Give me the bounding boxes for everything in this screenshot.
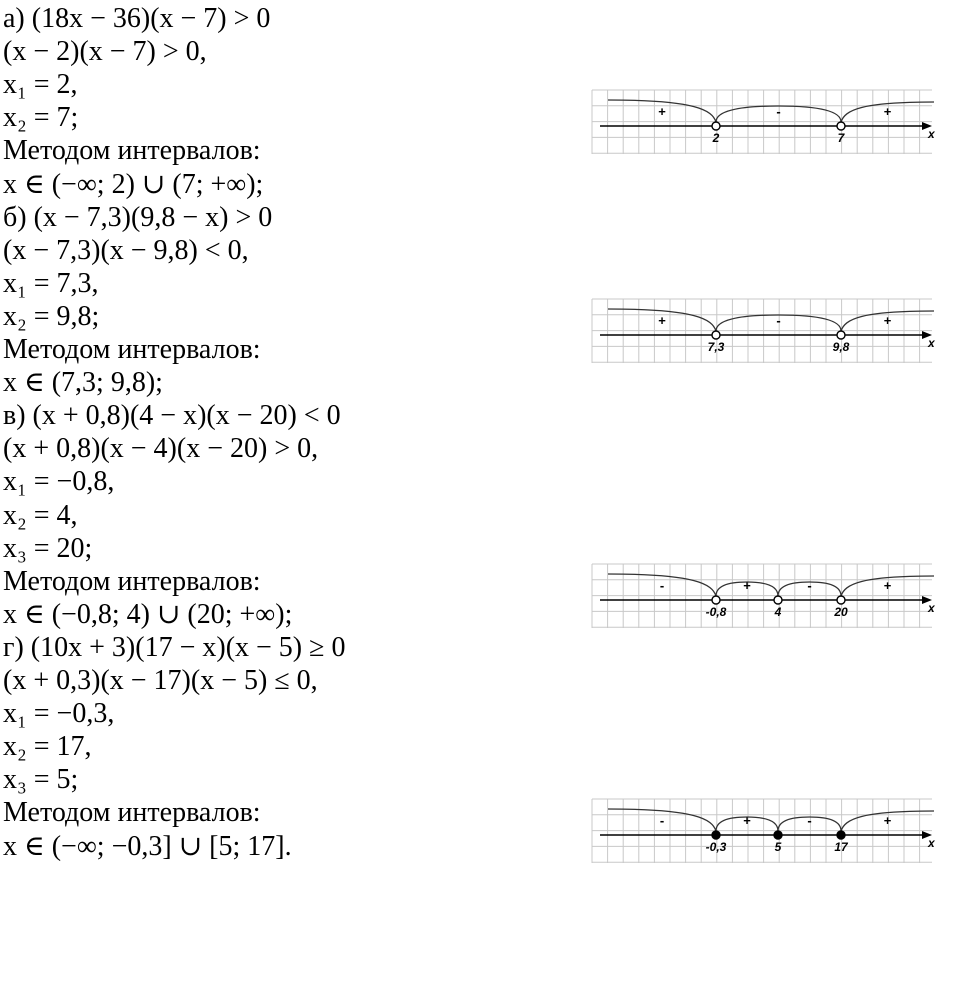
grid xyxy=(592,299,932,363)
solution-line: x₂ = 9,8; xyxy=(3,300,100,332)
grid xyxy=(592,799,932,863)
solution-line: б) (x − 7,3)(9,8 − x) > 0 xyxy=(3,201,273,233)
point-label: 17 xyxy=(834,840,848,854)
solution-line: в) (x + 0,8)(4 − x)(x − 20) < 0 xyxy=(3,400,341,432)
interval-sign: + xyxy=(658,313,666,328)
filled-point xyxy=(774,831,782,839)
point-label: 20 xyxy=(834,605,848,619)
point-label: 5 xyxy=(774,840,782,854)
point-label: 9,8 xyxy=(832,340,850,354)
solution-line: x₁ = 7,3, xyxy=(3,267,99,299)
solution-line: x₂ = 4, xyxy=(3,499,78,531)
solution-line: x ∈ (−0,8; 4) ∪ (20; +∞); xyxy=(3,598,293,630)
axis-label: x xyxy=(928,601,935,615)
solution-line: x ∈ (−∞; 2) ∪ (7; +∞); xyxy=(3,168,264,200)
solution-line: x₃ = 5; xyxy=(3,764,79,796)
interval-sign: + xyxy=(883,313,892,328)
axis-label: x xyxy=(928,127,935,141)
point-label: 2 xyxy=(712,131,720,145)
interval-sign: + xyxy=(658,104,666,119)
point-label: -0,3 xyxy=(705,840,727,854)
solution-line: Методом интервалов: xyxy=(3,135,261,167)
open-point xyxy=(712,596,720,604)
solution-line: x₁ = 2, xyxy=(3,69,78,101)
grid xyxy=(592,564,932,628)
open-point xyxy=(712,122,720,130)
interval-diagram-a xyxy=(582,88,942,158)
solution-line: x₁ = −0,3, xyxy=(3,698,115,730)
solution-line: г) (10x + 3)(17 − x)(x − 5) ≥ 0 xyxy=(3,631,346,663)
interval-diagram-v xyxy=(582,562,942,632)
point-label: 4 xyxy=(774,605,782,619)
solution-line: Методом интервалов: xyxy=(3,334,261,365)
solution-line: (x − 7,3)(x − 9,8) < 0, xyxy=(3,234,249,266)
solution-line: (x + 0,3)(x − 17)(x − 5) ≤ 0, xyxy=(3,665,318,696)
solution-line: x₁ = −0,8, xyxy=(3,466,115,498)
filled-point xyxy=(712,831,720,839)
solution-line: (x − 2)(x − 7) > 0, xyxy=(3,36,207,68)
solution-line: Методом интервалов: xyxy=(3,797,261,829)
solution-line: (x + 0,8)(x − 4)(x − 20) > 0, xyxy=(3,433,319,465)
interval-diagram-g xyxy=(582,797,942,867)
interval-diagram-b xyxy=(582,297,942,367)
interval-sign: - xyxy=(807,578,812,593)
point-label: 7 xyxy=(837,131,845,145)
solution-line: x ∈ (−∞; −0,3] ∪ [5; 17]. xyxy=(3,830,292,862)
solution-line: x₂ = 17, xyxy=(3,731,92,763)
interval-sign: + xyxy=(883,813,892,828)
solution-line: x ∈ (7,3; 9,8); xyxy=(3,367,163,399)
point-label: 7,3 xyxy=(707,340,725,354)
axis-label: x xyxy=(928,836,935,850)
interval-sign: - xyxy=(776,104,781,119)
interval-sign: + xyxy=(743,813,751,828)
solution-line: Методом интервалов: xyxy=(3,565,261,597)
interval-sign: + xyxy=(883,104,892,119)
open-point xyxy=(837,331,845,339)
interval-sign: + xyxy=(743,578,751,593)
solution-line: а) (18x − 36)(x − 7) > 0 xyxy=(3,3,271,34)
point-label: -0,8 xyxy=(705,605,727,619)
grid xyxy=(592,90,932,154)
open-point xyxy=(837,596,845,604)
filled-point xyxy=(837,831,845,839)
open-point xyxy=(837,122,845,130)
interval-sign: - xyxy=(659,578,665,593)
interval-sign: + xyxy=(883,578,892,593)
interval-sign: - xyxy=(807,813,812,828)
open-point xyxy=(712,331,720,339)
interval-sign: - xyxy=(776,313,781,328)
axis-label: x xyxy=(928,336,935,350)
solution-line: x₃ = 20; xyxy=(3,532,93,564)
solution-line: x₂ = 7; xyxy=(3,102,79,134)
interval-sign: - xyxy=(659,813,665,828)
open-point xyxy=(774,596,782,604)
